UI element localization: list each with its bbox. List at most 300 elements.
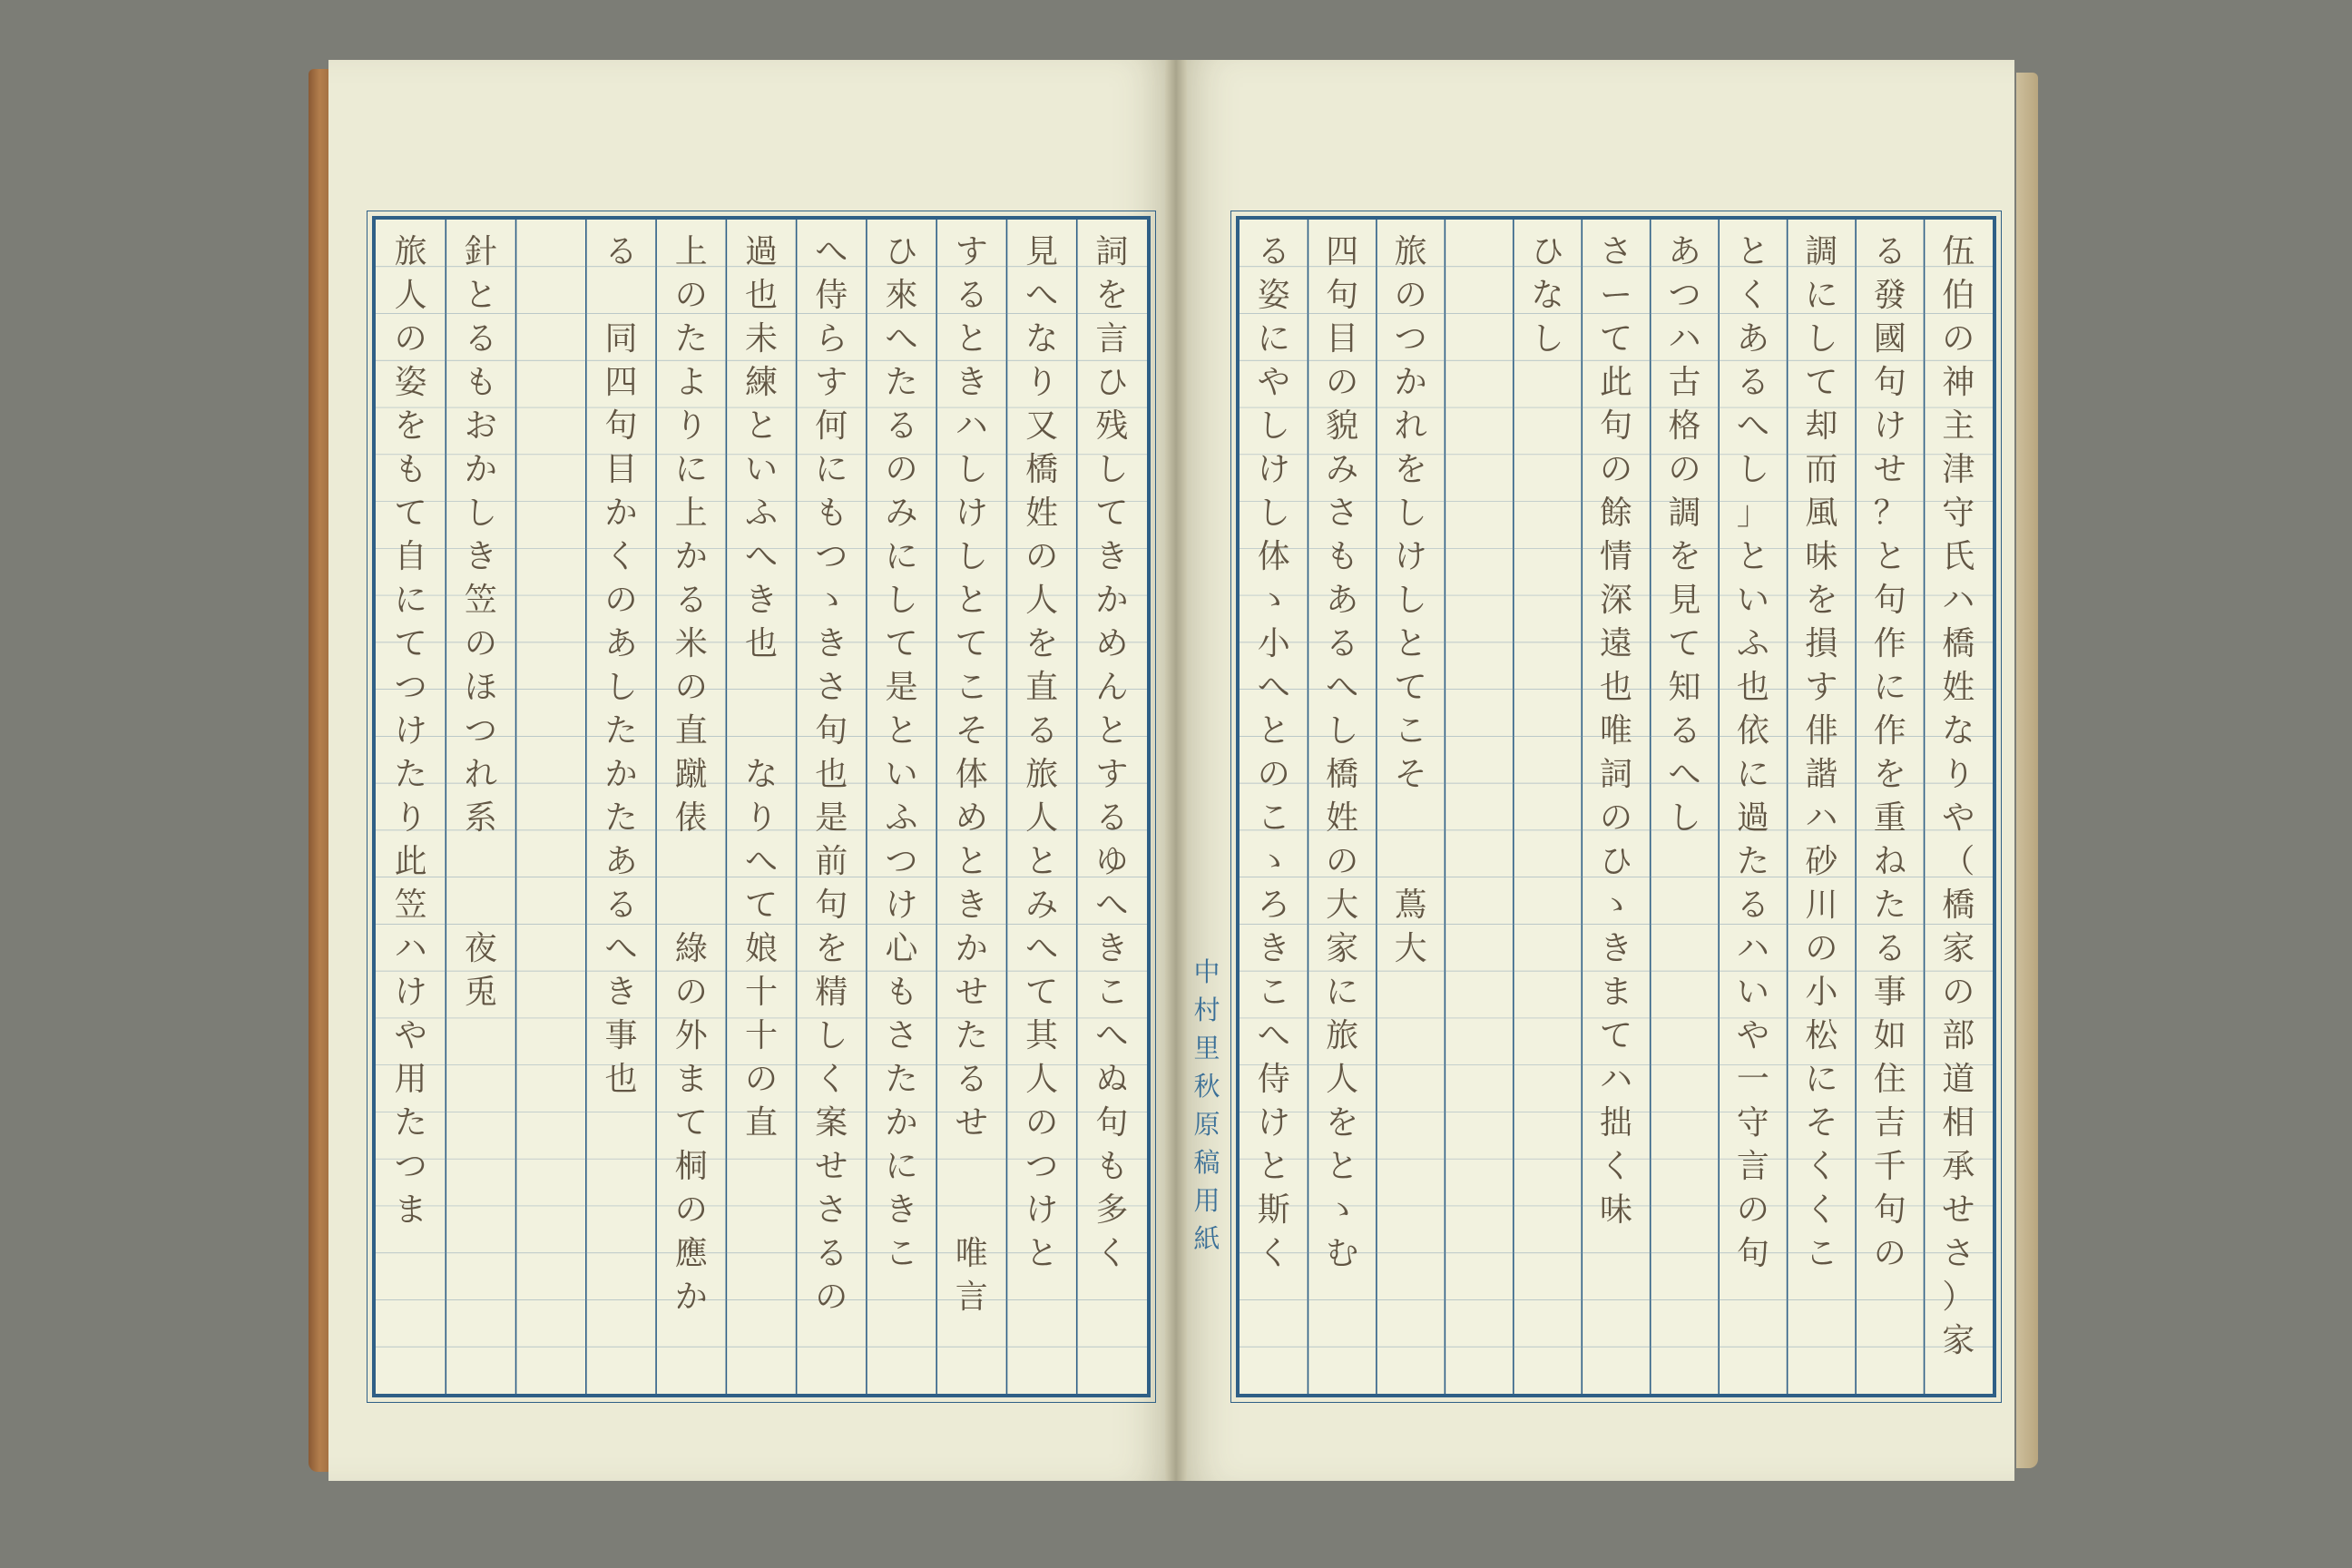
handwritten-char: け [885, 887, 918, 924]
handwritten-char: ほ [464, 669, 497, 706]
handwritten-char: 家 [1942, 1322, 1975, 1359]
handwritten-char: の [1326, 364, 1359, 401]
handwritten-char: 調 [1805, 233, 1838, 270]
handwritten-char: て [394, 625, 427, 662]
handwritten-char: る [885, 407, 918, 445]
handwritten-char: け [1873, 407, 1906, 445]
handwritten-char: 是 [885, 669, 918, 706]
text-column [807, 230, 856, 1319]
handwritten-char: て [674, 1104, 708, 1142]
handwritten-char: ハ [955, 407, 988, 445]
handwritten-char: ゝ [1326, 1191, 1359, 1229]
handwritten-char: 」 [1736, 495, 1769, 532]
handwritten-char: の [1873, 1235, 1906, 1272]
handwritten-char: す [815, 364, 848, 401]
handwritten-char: ひ [885, 233, 918, 270]
handwritten-char: の [744, 1061, 778, 1098]
handwritten-char: し [1095, 451, 1129, 488]
handwritten-char: て [1095, 495, 1129, 532]
handwritten-char: た [955, 1017, 988, 1054]
handwritten-char: 句 [1736, 1235, 1769, 1272]
handwritten-char: け [1025, 1191, 1059, 1229]
handwritten-char: き [815, 625, 848, 662]
imprint-char: 村 [1193, 995, 1220, 1025]
text-column [1250, 230, 1298, 1276]
handwritten-char: と [1257, 1148, 1290, 1185]
handwritten-char: れ [464, 756, 497, 793]
handwritten-char: 來 [885, 277, 918, 314]
handwritten-char: 旅 [394, 233, 427, 270]
handwritten-char: 小 [1805, 974, 1838, 1011]
handwritten-char: く [815, 1061, 848, 1098]
handwritten-char: 千 [1873, 1148, 1906, 1185]
handwritten-char: 津 [1942, 451, 1975, 488]
handwritten-char: く [604, 538, 638, 575]
handwritten-char: り [1025, 364, 1059, 401]
handwritten-char: 一 [1736, 1061, 1769, 1098]
handwritten-char: し [1531, 320, 1564, 358]
handwritten-char: 娘 [744, 930, 778, 967]
handwritten-char: や [394, 1017, 427, 1054]
handwritten-char: 主 [1942, 407, 1975, 445]
text-column [596, 230, 645, 1102]
text-column [1866, 230, 1915, 1276]
handwritten-char: て [1394, 669, 1427, 706]
handwritten-char: 重 [1873, 799, 1906, 837]
handwritten-char: 針 [464, 233, 497, 270]
handwritten-char: 斯 [1257, 1191, 1290, 1229]
handwritten-char: ？ [1873, 495, 1906, 532]
handwritten-char: 何 [815, 407, 848, 445]
handwritten-char: 又 [1025, 407, 1059, 445]
handwritten-char: と [1736, 233, 1769, 270]
text-column [1017, 230, 1066, 1276]
handwritten-char: に [1326, 974, 1359, 1011]
handwritten-char: に [1257, 320, 1290, 358]
handwritten-char: さ [885, 1017, 918, 1054]
handwritten-char: ゝ [1257, 843, 1290, 880]
handwritten-char: 深 [1599, 582, 1632, 619]
handwritten-char: ハ [1599, 1061, 1632, 1098]
book-cover-edge-right [2016, 73, 2038, 1468]
handwritten-char: き [744, 582, 778, 619]
handwritten-char: し [1257, 407, 1290, 445]
handwritten-char: や [1942, 799, 1975, 837]
text-column [947, 230, 996, 1319]
handwritten-char: 拙 [1599, 1104, 1632, 1142]
handwritten-char: せ [815, 1148, 848, 1185]
handwritten-char: な [1025, 320, 1059, 358]
handwritten-char: の [394, 320, 427, 358]
handwritten-char: 却 [1805, 407, 1838, 445]
handwritten-char: る [955, 277, 988, 314]
handwritten-char: 過 [1736, 799, 1769, 837]
handwritten-char: を [1805, 582, 1838, 619]
handwritten-char: な [744, 756, 778, 793]
handwritten-char: 言 [1736, 1148, 1769, 1185]
handwritten-char: け [1394, 538, 1427, 575]
imprint-char: 用 [1193, 1185, 1220, 1216]
handwritten-char: る [1873, 930, 1906, 967]
handwritten-char: て [744, 887, 778, 924]
handwritten-char: 大 [1394, 930, 1427, 967]
handwritten-char: お [464, 407, 497, 445]
handwritten-char: と [955, 320, 988, 358]
text-column [1934, 230, 1983, 1363]
handwritten-char: あ [604, 843, 638, 880]
handwritten-char: の [885, 451, 918, 488]
handwritten-char: し [1736, 451, 1769, 488]
handwritten-char: 句 [1599, 407, 1632, 445]
handwritten-char: し [1326, 712, 1359, 750]
text-column [1729, 230, 1778, 1276]
handwritten-char: し [885, 582, 918, 619]
handwritten-char: の [674, 277, 708, 314]
handwritten-char: 句 [1873, 1191, 1906, 1229]
handwritten-char: こ [1805, 1235, 1838, 1272]
handwritten-char: も [885, 974, 918, 1011]
handwritten-char: の [674, 1191, 708, 1229]
handwritten-char: 損 [1805, 625, 1838, 662]
handwritten-char: ハ [1805, 799, 1838, 837]
book-gutter [1165, 60, 1187, 1481]
handwritten-char: す [955, 233, 988, 270]
handwritten-char: 此 [394, 843, 427, 880]
text-column [456, 230, 505, 1014]
handwritten-char: の [1599, 451, 1632, 488]
handwritten-char: も [815, 495, 848, 532]
handwritten-char: す [1095, 756, 1129, 793]
handwritten-char: 守 [1736, 1104, 1769, 1142]
handwritten-char: る [604, 887, 638, 924]
handwritten-char: の [464, 625, 497, 662]
handwritten-char [737, 710, 786, 753]
handwritten-char: ね [1873, 843, 1906, 880]
handwritten-char: 也 [744, 625, 778, 662]
handwritten-char: 人 [1025, 799, 1059, 837]
handwritten-char: の [1326, 843, 1359, 880]
handwritten-char: し [604, 669, 638, 706]
handwritten-char: て [1599, 1017, 1632, 1054]
handwritten-char: を [1873, 756, 1906, 793]
handwritten-char: の [674, 669, 708, 706]
handwritten-char: に [394, 582, 427, 619]
right-manuscript-grid [1236, 216, 1996, 1397]
handwritten-char: 也 [815, 756, 848, 793]
handwritten-char: て [1025, 974, 1059, 1011]
handwritten-char: 家 [1942, 930, 1975, 967]
handwritten-char: て [1599, 320, 1632, 358]
handwritten-char: る [1736, 364, 1769, 401]
handwritten-char: 見 [1668, 582, 1701, 619]
handwritten-char: 知 [1668, 669, 1701, 706]
handwritten-char: か [885, 1104, 918, 1142]
handwritten-char: 体 [1257, 538, 1290, 575]
handwritten-char [456, 884, 505, 927]
handwritten-char: な [1531, 277, 1564, 314]
handwritten-char: 綠 [674, 930, 708, 967]
handwritten-char: み [1025, 887, 1059, 924]
handwritten-char: 住 [1873, 1061, 1906, 1098]
handwritten-char: 松 [1805, 1017, 1838, 1054]
handwritten-char: け [1257, 1104, 1290, 1142]
imprint-char: 原 [1193, 1109, 1220, 1140]
handwritten-char: つ [394, 669, 427, 706]
handwritten-char: こ [1257, 974, 1290, 1011]
handwritten-char: へ [1326, 669, 1359, 706]
handwritten-char: る [464, 320, 497, 358]
handwritten-char: 人 [1025, 582, 1059, 619]
text-column [877, 230, 926, 1276]
handwritten-char: 格 [1668, 407, 1701, 445]
handwritten-char: ろ [1257, 887, 1290, 924]
handwritten-char: 未 [744, 320, 778, 358]
handwritten-char: つ [394, 1148, 427, 1185]
handwritten-char: 用 [394, 1061, 427, 1098]
handwritten-char: に [1805, 1061, 1838, 1098]
imprint-char: 里 [1193, 1033, 1220, 1063]
handwritten-char: と [1394, 625, 1427, 662]
handwritten-char: と [1326, 1148, 1359, 1185]
text-column [1318, 230, 1367, 1276]
handwritten-char: も [1326, 538, 1359, 575]
handwritten-char: し [815, 1017, 848, 1054]
handwritten-char: に [674, 451, 708, 488]
handwritten-char: 味 [1599, 1191, 1632, 1229]
handwritten-char: 部 [1942, 1017, 1975, 1054]
handwritten-char: る [1736, 887, 1769, 924]
handwritten-char: こ [1095, 974, 1129, 1011]
handwritten-char: へ [1257, 669, 1290, 706]
text-column [667, 230, 716, 1319]
handwritten-char: り [744, 799, 778, 837]
handwritten-char: に [1805, 277, 1838, 314]
handwritten-char: ゝ [1599, 887, 1632, 924]
handwritten-char: ふ [885, 799, 918, 837]
handwritten-char: い [1736, 974, 1769, 1011]
handwritten-char: 桐 [674, 1148, 708, 1185]
handwritten-char: 直 [674, 712, 708, 750]
handwritten-char: こ [1394, 712, 1427, 750]
handwritten-char: し [1668, 799, 1701, 837]
handwritten-char: し [955, 451, 988, 488]
handwritten-char: 句 [815, 887, 848, 924]
handwritten-char: さ [815, 669, 848, 706]
handwritten-char: と [885, 712, 918, 750]
handwritten-char: 砂 [1805, 843, 1838, 880]
handwritten-char: て [885, 625, 918, 662]
handwritten-char: 唯 [955, 1235, 988, 1272]
handwritten-char: す [1805, 669, 1838, 706]
imprint-char: 秋 [1193, 1071, 1220, 1102]
handwritten-char: 前 [815, 843, 848, 880]
handwritten-char: く [1095, 1235, 1129, 1272]
handwritten-char: ま [394, 1191, 427, 1229]
handwritten-char: と [1257, 712, 1290, 750]
handwritten-char: め [955, 799, 988, 837]
handwritten-char: 貌 [1326, 407, 1359, 445]
handwritten-char: 目 [604, 451, 638, 488]
handwritten-char: 旅 [1394, 233, 1427, 270]
handwritten-char: か [674, 1279, 708, 1316]
handwritten-char: つ [815, 538, 848, 575]
handwritten-char: 上 [674, 233, 708, 270]
handwritten-char: そ [955, 712, 988, 750]
handwritten-char: に [1736, 756, 1769, 793]
handwritten-char: 道 [1942, 1061, 1975, 1098]
handwritten-char: 橋 [1326, 756, 1359, 793]
handwritten-char: 人 [1025, 1061, 1059, 1098]
handwritten-char: を [1025, 625, 1059, 662]
handwritten-char: 橋 [1942, 887, 1975, 924]
handwritten-char: し [1257, 495, 1290, 532]
handwritten-char [1387, 840, 1436, 884]
handwritten-char: あ [604, 625, 638, 662]
handwritten-char: を [1095, 277, 1129, 314]
handwritten-char: 也 [744, 277, 778, 314]
handwritten-char: 句 [604, 407, 638, 445]
handwritten-char: 伯 [1942, 277, 1975, 314]
handwritten-char: せ [955, 974, 988, 1011]
handwritten-char: 十 [744, 1017, 778, 1054]
handwritten-char: 是 [815, 799, 848, 837]
handwritten-char: 人 [394, 277, 427, 314]
handwritten-char: か [464, 451, 497, 488]
handwritten-char: さ [1599, 233, 1632, 270]
handwritten-char: し [1394, 495, 1427, 532]
handwritten-char: か [674, 538, 708, 575]
handwritten-char: に [885, 538, 918, 575]
handwritten-char: と [1873, 538, 1906, 575]
handwritten-char: 旅 [1326, 1017, 1359, 1054]
handwritten-char: 兎 [464, 974, 497, 1011]
handwritten-char: 笠 [464, 582, 497, 619]
handwritten-char: こ [955, 669, 988, 706]
handwritten-char: 古 [1668, 364, 1701, 401]
handwritten-char: に [1873, 669, 1906, 706]
handwritten-char: き [1599, 930, 1632, 967]
handwritten-char: も [464, 364, 497, 401]
handwritten-char: 味 [1805, 538, 1838, 575]
handwritten-char: 多 [1095, 1191, 1129, 1229]
handwritten-char: へ [1095, 1017, 1129, 1054]
handwritten-char: し [464, 495, 497, 532]
handwritten-char: く [1736, 277, 1769, 314]
handwritten-char: 米 [674, 625, 708, 662]
handwritten-char: へ [1257, 1017, 1290, 1054]
handwritten-char: り [394, 799, 427, 837]
handwritten-char: に [815, 451, 848, 488]
handwritten-char: る [1873, 233, 1906, 270]
handwritten-char: と [1025, 1235, 1059, 1272]
handwritten-char: 句 [815, 712, 848, 750]
handwritten-char: い [744, 451, 778, 488]
handwritten-char: へ [744, 538, 778, 575]
text-column [1524, 230, 1573, 361]
handwritten-char: る [1668, 712, 1701, 750]
handwritten-char: 相 [1942, 1104, 1975, 1142]
handwritten-char: 事 [604, 1017, 638, 1054]
handwritten-char [456, 840, 505, 884]
handwritten-char: の [1805, 930, 1838, 967]
handwritten-char: き [1095, 538, 1129, 575]
handwritten-char: ゝ [815, 582, 848, 619]
handwritten-char: 餘 [1599, 495, 1632, 532]
handwritten-char: 神 [1942, 364, 1975, 401]
handwritten-char: せ [955, 1104, 988, 1142]
handwritten-char: く [1805, 1191, 1838, 1229]
handwritten-char: こ [885, 1235, 918, 1272]
handwritten-char: る [1257, 233, 1290, 270]
handwritten-char: ら [815, 320, 848, 358]
handwritten-char: 姿 [1257, 277, 1290, 314]
handwritten-char: の [1599, 799, 1632, 837]
text-column [1087, 230, 1136, 1276]
handwritten-char: た [674, 320, 708, 358]
handwritten-char: り [674, 407, 708, 445]
handwritten-char: た [885, 1061, 918, 1098]
handwritten-char: を [1326, 1104, 1359, 1142]
handwritten-char: け [394, 974, 427, 1011]
handwritten-char: 作 [1873, 712, 1906, 750]
handwritten-char: 同 [604, 320, 638, 358]
handwritten-char: 直 [744, 1104, 778, 1142]
handwritten-char: へ [1668, 756, 1701, 793]
handwritten-char: 其 [1025, 1017, 1059, 1054]
handwritten-char: の [1942, 974, 1975, 1011]
handwritten-char: あ [1668, 233, 1701, 270]
handwritten-char: る [1025, 712, 1059, 750]
handwritten-char: の [604, 582, 638, 619]
handwritten-char [1387, 797, 1436, 840]
handwritten-char: 唯 [1599, 712, 1632, 750]
handwritten-char: い [1736, 582, 1769, 619]
handwritten-char: の [1257, 756, 1290, 793]
handwritten-char: の [1736, 1191, 1769, 1229]
handwritten-char: 精 [815, 974, 848, 1011]
handwritten-char: 家 [1326, 930, 1359, 967]
handwritten-char: を [815, 930, 848, 967]
handwritten-char: 如 [1873, 1017, 1906, 1054]
handwritten-char: 此 [1599, 364, 1632, 401]
imprint-char: 紙 [1193, 1223, 1220, 1254]
handwritten-char: つ [885, 843, 918, 880]
handwritten-char: ゆ [1095, 843, 1129, 880]
handwritten-char: き [604, 974, 638, 1011]
handwritten-char: 詞 [1095, 233, 1129, 270]
handwritten-char: に [885, 1148, 918, 1185]
handwritten-char: 笠 [394, 887, 427, 924]
handwritten-char: 諧 [1805, 756, 1838, 793]
handwritten-char: て [1668, 625, 1701, 662]
handwritten-char: 案 [815, 1104, 848, 1142]
imprint-char: 中 [1193, 956, 1220, 987]
handwritten-char [667, 840, 716, 884]
handwritten-char: 發 [1873, 277, 1906, 314]
handwritten-char: と [1025, 843, 1059, 880]
handwritten-char: さ [815, 1191, 848, 1229]
handwritten-char: 俳 [1805, 712, 1838, 750]
handwritten-char: き [885, 1191, 918, 1229]
handwritten-char: ハ [1668, 320, 1701, 358]
handwritten-char [737, 666, 786, 710]
handwritten-char [667, 884, 716, 927]
handwritten-char: き [955, 887, 988, 924]
handwritten-char: 十 [744, 974, 778, 1011]
handwritten-char: 侍 [815, 277, 848, 314]
handwritten-char: 系 [464, 799, 497, 837]
handwritten-char: て [394, 495, 427, 532]
